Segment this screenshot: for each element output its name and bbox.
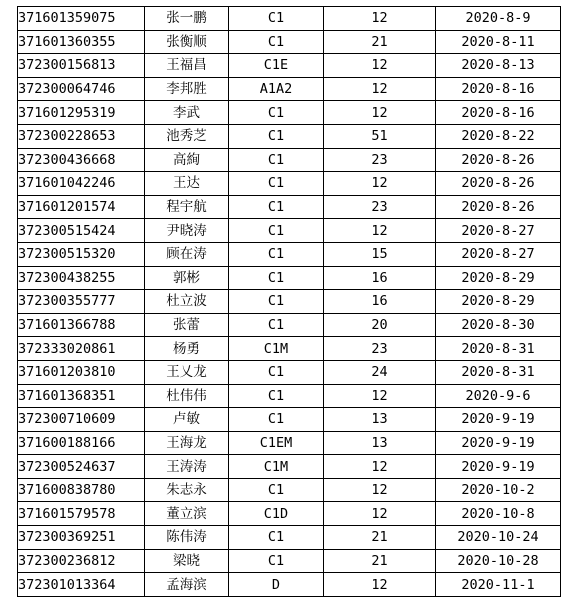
date-cell: 2020-8-31 [436, 337, 561, 361]
license-class-cell: C1 [229, 549, 324, 573]
name-cell: 顾在涛 [145, 242, 229, 266]
license-class-cell: C1EM [229, 431, 324, 455]
license-id-cell: 371601579578 [18, 502, 145, 526]
table-row [18, 172, 561, 196]
name-cell: 杜伟伟 [145, 384, 229, 408]
date-cell: 2020-8-29 [436, 266, 561, 290]
name-cell: 高絢 [145, 148, 229, 172]
license-id-cell: 372300156813 [18, 54, 145, 78]
license-class-cell: C1 [229, 478, 324, 502]
points-cell: 23 [324, 337, 436, 361]
name-cell: 郭彬 [145, 266, 229, 290]
date-cell: 2020-8-16 [436, 77, 561, 101]
license-class-cell: C1 [229, 219, 324, 243]
table-row [18, 148, 561, 172]
date-cell: 2020-8-30 [436, 313, 561, 337]
license-id-cell: 372333020861 [18, 337, 145, 361]
license-class-cell: C1 [229, 290, 324, 314]
license-class-cell: C1 [229, 242, 324, 266]
date-cell: 2020-9-6 [436, 384, 561, 408]
date-cell: 2020-8-9 [436, 7, 561, 31]
table-row [18, 360, 561, 384]
license-class-cell: C1E [229, 54, 324, 78]
license-id-cell: 371601295319 [18, 101, 145, 125]
points-cell: 24 [324, 360, 436, 384]
table-row [18, 573, 561, 597]
table-row [18, 313, 561, 337]
name-cell: 卢敏 [145, 408, 229, 432]
license-class-cell: C1 [229, 526, 324, 550]
table-row [18, 101, 561, 125]
table-row [18, 195, 561, 219]
table-row [18, 54, 561, 78]
license-id-cell: 371600188166 [18, 431, 145, 455]
table-row [18, 30, 561, 54]
points-cell: 20 [324, 313, 436, 337]
license-id-cell: 371601360355 [18, 30, 145, 54]
table-row [18, 502, 561, 526]
name-cell: 尹晓涛 [145, 219, 229, 243]
license-class-cell: C1 [229, 360, 324, 384]
name-cell: 朱志永 [145, 478, 229, 502]
table-row [18, 290, 561, 314]
date-cell: 2020-11-1 [436, 573, 561, 597]
points-cell: 12 [324, 101, 436, 125]
table-row [18, 408, 561, 432]
license-class-cell: C1 [229, 124, 324, 148]
license-id-cell: 372300369251 [18, 526, 145, 550]
points-cell: 12 [324, 573, 436, 597]
name-cell: 杜立波 [145, 290, 229, 314]
points-cell: 15 [324, 242, 436, 266]
name-cell: 王乂龙 [145, 360, 229, 384]
points-cell: 21 [324, 549, 436, 573]
license-class-cell: C1 [229, 408, 324, 432]
license-id-cell: 372300515320 [18, 242, 145, 266]
table-row [18, 549, 561, 573]
points-cell: 12 [324, 219, 436, 243]
table-row [18, 337, 561, 361]
name-cell: 李武 [145, 101, 229, 125]
license-id-cell: 372300236812 [18, 549, 145, 573]
points-cell: 12 [324, 502, 436, 526]
name-cell: 程宇航 [145, 195, 229, 219]
license-id-cell: 372300515424 [18, 219, 145, 243]
table-row [18, 526, 561, 550]
name-cell: 陈伟涛 [145, 526, 229, 550]
name-cell: 董立滨 [145, 502, 229, 526]
date-cell: 2020-8-31 [436, 360, 561, 384]
license-id-cell: 372300064746 [18, 77, 145, 101]
name-cell: 梁晓 [145, 549, 229, 573]
name-cell: 孟海滨 [145, 573, 229, 597]
license-id-cell: 372300228653 [18, 124, 145, 148]
date-cell: 2020-9-19 [436, 455, 561, 479]
points-cell: 12 [324, 384, 436, 408]
license-id-cell: 371601203810 [18, 360, 145, 384]
license-class-cell: C1 [229, 266, 324, 290]
license-class-cell: C1M [229, 455, 324, 479]
date-cell: 2020-8-27 [436, 219, 561, 243]
points-cell: 51 [324, 124, 436, 148]
records-table [17, 6, 561, 597]
name-cell: 王福昌 [145, 54, 229, 78]
name-cell: 李邦胜 [145, 77, 229, 101]
license-class-cell: C1 [229, 30, 324, 54]
points-cell: 16 [324, 266, 436, 290]
license-id-cell: 372300355777 [18, 290, 145, 314]
points-cell: 12 [324, 478, 436, 502]
points-cell: 12 [324, 7, 436, 31]
license-class-cell: D [229, 573, 324, 597]
date-cell: 2020-8-22 [436, 124, 561, 148]
points-cell: 12 [324, 172, 436, 196]
table-row [18, 478, 561, 502]
points-cell: 12 [324, 54, 436, 78]
name-cell: 王海龙 [145, 431, 229, 455]
points-cell: 16 [324, 290, 436, 314]
license-id-cell: 372300436668 [18, 148, 145, 172]
license-class-cell: C1D [229, 502, 324, 526]
points-cell: 13 [324, 431, 436, 455]
date-cell: 2020-8-13 [436, 54, 561, 78]
license-id-cell: 371600838780 [18, 478, 145, 502]
points-cell: 21 [324, 526, 436, 550]
table-row [18, 266, 561, 290]
date-cell: 2020-8-26 [436, 195, 561, 219]
name-cell: 王达 [145, 172, 229, 196]
license-id-cell: 371601368351 [18, 384, 145, 408]
license-id-cell: 372301013364 [18, 573, 145, 597]
license-class-cell: C1 [229, 172, 324, 196]
name-cell: 池秀芝 [145, 124, 229, 148]
points-cell: 13 [324, 408, 436, 432]
license-class-cell: C1 [229, 313, 324, 337]
table-row [18, 124, 561, 148]
date-cell: 2020-9-19 [436, 431, 561, 455]
date-cell: 2020-9-19 [436, 408, 561, 432]
date-cell: 2020-8-26 [436, 172, 561, 196]
date-cell: 2020-8-11 [436, 30, 561, 54]
table-row [18, 455, 561, 479]
name-cell: 杨勇 [145, 337, 229, 361]
date-cell: 2020-10-24 [436, 526, 561, 550]
date-cell: 2020-10-2 [436, 478, 561, 502]
date-cell: 2020-8-29 [436, 290, 561, 314]
table-row [18, 77, 561, 101]
license-class-cell: C1 [229, 195, 324, 219]
points-cell: 23 [324, 148, 436, 172]
license-class-cell: C1 [229, 7, 324, 31]
records-table-body [18, 7, 561, 597]
name-cell: 张蕾 [145, 313, 229, 337]
date-cell: 2020-8-26 [436, 148, 561, 172]
license-id-cell: 371601201574 [18, 195, 145, 219]
table-row [18, 384, 561, 408]
points-cell: 12 [324, 455, 436, 479]
license-id-cell: 371601366788 [18, 313, 145, 337]
table-row [18, 242, 561, 266]
table-row [18, 431, 561, 455]
table-row [18, 7, 561, 31]
license-id-cell: 372300438255 [18, 266, 145, 290]
date-cell: 2020-8-16 [436, 101, 561, 125]
points-cell: 23 [324, 195, 436, 219]
license-id-cell: 371601359075 [18, 7, 145, 31]
points-cell: 21 [324, 30, 436, 54]
date-cell: 2020-8-27 [436, 242, 561, 266]
license-class-cell: C1 [229, 384, 324, 408]
license-id-cell: 372300524637 [18, 455, 145, 479]
name-cell: 王涛涛 [145, 455, 229, 479]
points-cell: 12 [324, 77, 436, 101]
date-cell: 2020-10-28 [436, 549, 561, 573]
table-row [18, 219, 561, 243]
date-cell: 2020-10-8 [436, 502, 561, 526]
license-id-cell: 372300710609 [18, 408, 145, 432]
license-class-cell: A1A2 [229, 77, 324, 101]
name-cell: 张一鹏 [145, 7, 229, 31]
license-id-cell: 371601042246 [18, 172, 145, 196]
license-class-cell: C1 [229, 101, 324, 125]
license-class-cell: C1M [229, 337, 324, 361]
license-class-cell: C1 [229, 148, 324, 172]
name-cell: 张衡顺 [145, 30, 229, 54]
